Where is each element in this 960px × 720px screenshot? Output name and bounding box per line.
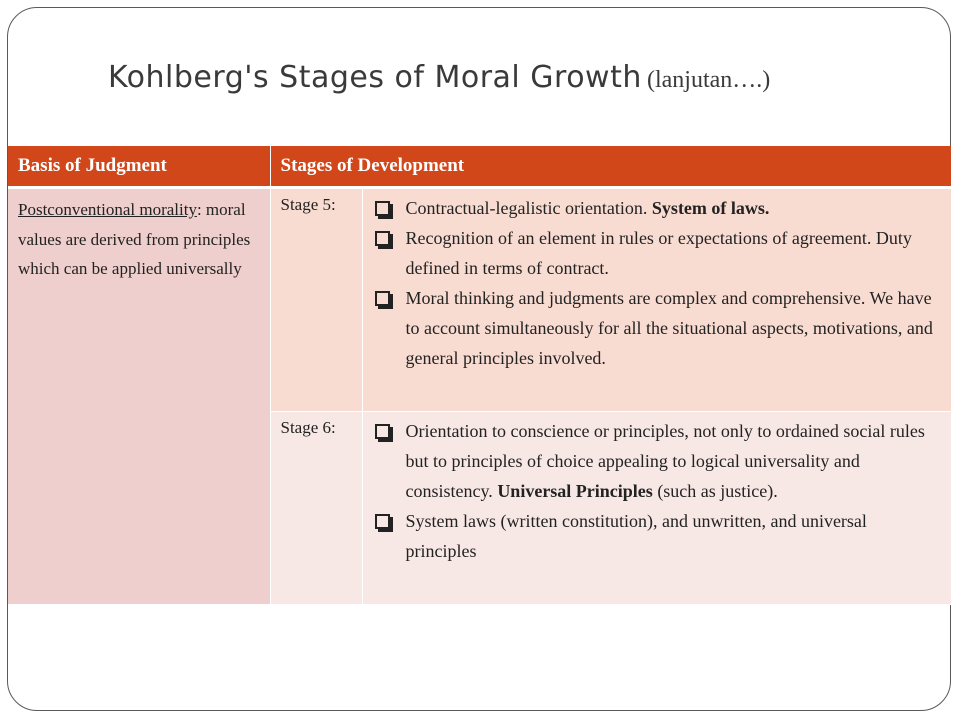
stage-6-b1-text: Orientation to conscience or principles, not only to ordained social rules but to principles of choice appealing to logical universality and consistency. xyxy=(405,421,925,501)
stage-5-b2: Recognition of an element in rules or expectations of agreement. Duty defined in terms of contract. xyxy=(405,228,912,278)
list-item xyxy=(373,193,942,223)
basis-underlined: Postconventional morality xyxy=(18,200,197,219)
list-item xyxy=(373,283,942,373)
checkbox-bullet-icon xyxy=(375,514,390,529)
stage-6-b1-tail: (such as justice). xyxy=(652,481,778,501)
stage-6-label: Stage 6: xyxy=(270,412,362,605)
basis-text: : moral values are derived from principles which can be applied universally xyxy=(18,200,251,278)
list-item xyxy=(373,223,942,283)
title-main: Kohlberg's Stages of Moral Growth xyxy=(108,60,642,95)
stage-6-content xyxy=(362,412,952,605)
header-basis: Basis of Judgment xyxy=(8,146,270,188)
stage-5-b1-bold: System of laws. xyxy=(651,198,770,218)
stage-5-label: Stage 5: xyxy=(270,188,362,412)
stage-6-b1-bold: Universal Principles xyxy=(497,481,653,501)
checkbox-bullet-icon xyxy=(375,201,390,216)
slide-title xyxy=(108,60,770,95)
list-item xyxy=(373,506,942,566)
stages-table xyxy=(8,146,952,605)
table-header-row xyxy=(8,146,952,188)
header-stages: Stages of Development xyxy=(270,146,952,188)
title-sub: (lanjutan….) xyxy=(646,67,771,93)
table-row-stage-5 xyxy=(8,188,952,412)
basis-cell xyxy=(8,188,270,605)
checkbox-bullet-icon xyxy=(375,291,390,306)
stage-5-b3: Moral thinking and judgments are complex and comprehensive. We have to account simultaneously for all the situational aspects, motivations, and general principles involved. xyxy=(405,288,933,368)
list-item xyxy=(373,416,942,506)
stage-5-content xyxy=(362,188,952,412)
checkbox-bullet-icon xyxy=(375,424,390,439)
checkbox-bullet-icon xyxy=(375,231,390,246)
stage-6-b2: System laws (written constitution), and unwritten, and universal principles xyxy=(405,511,867,561)
stage-5-b1-text: Contractual-legalistic orientation. xyxy=(405,198,652,218)
